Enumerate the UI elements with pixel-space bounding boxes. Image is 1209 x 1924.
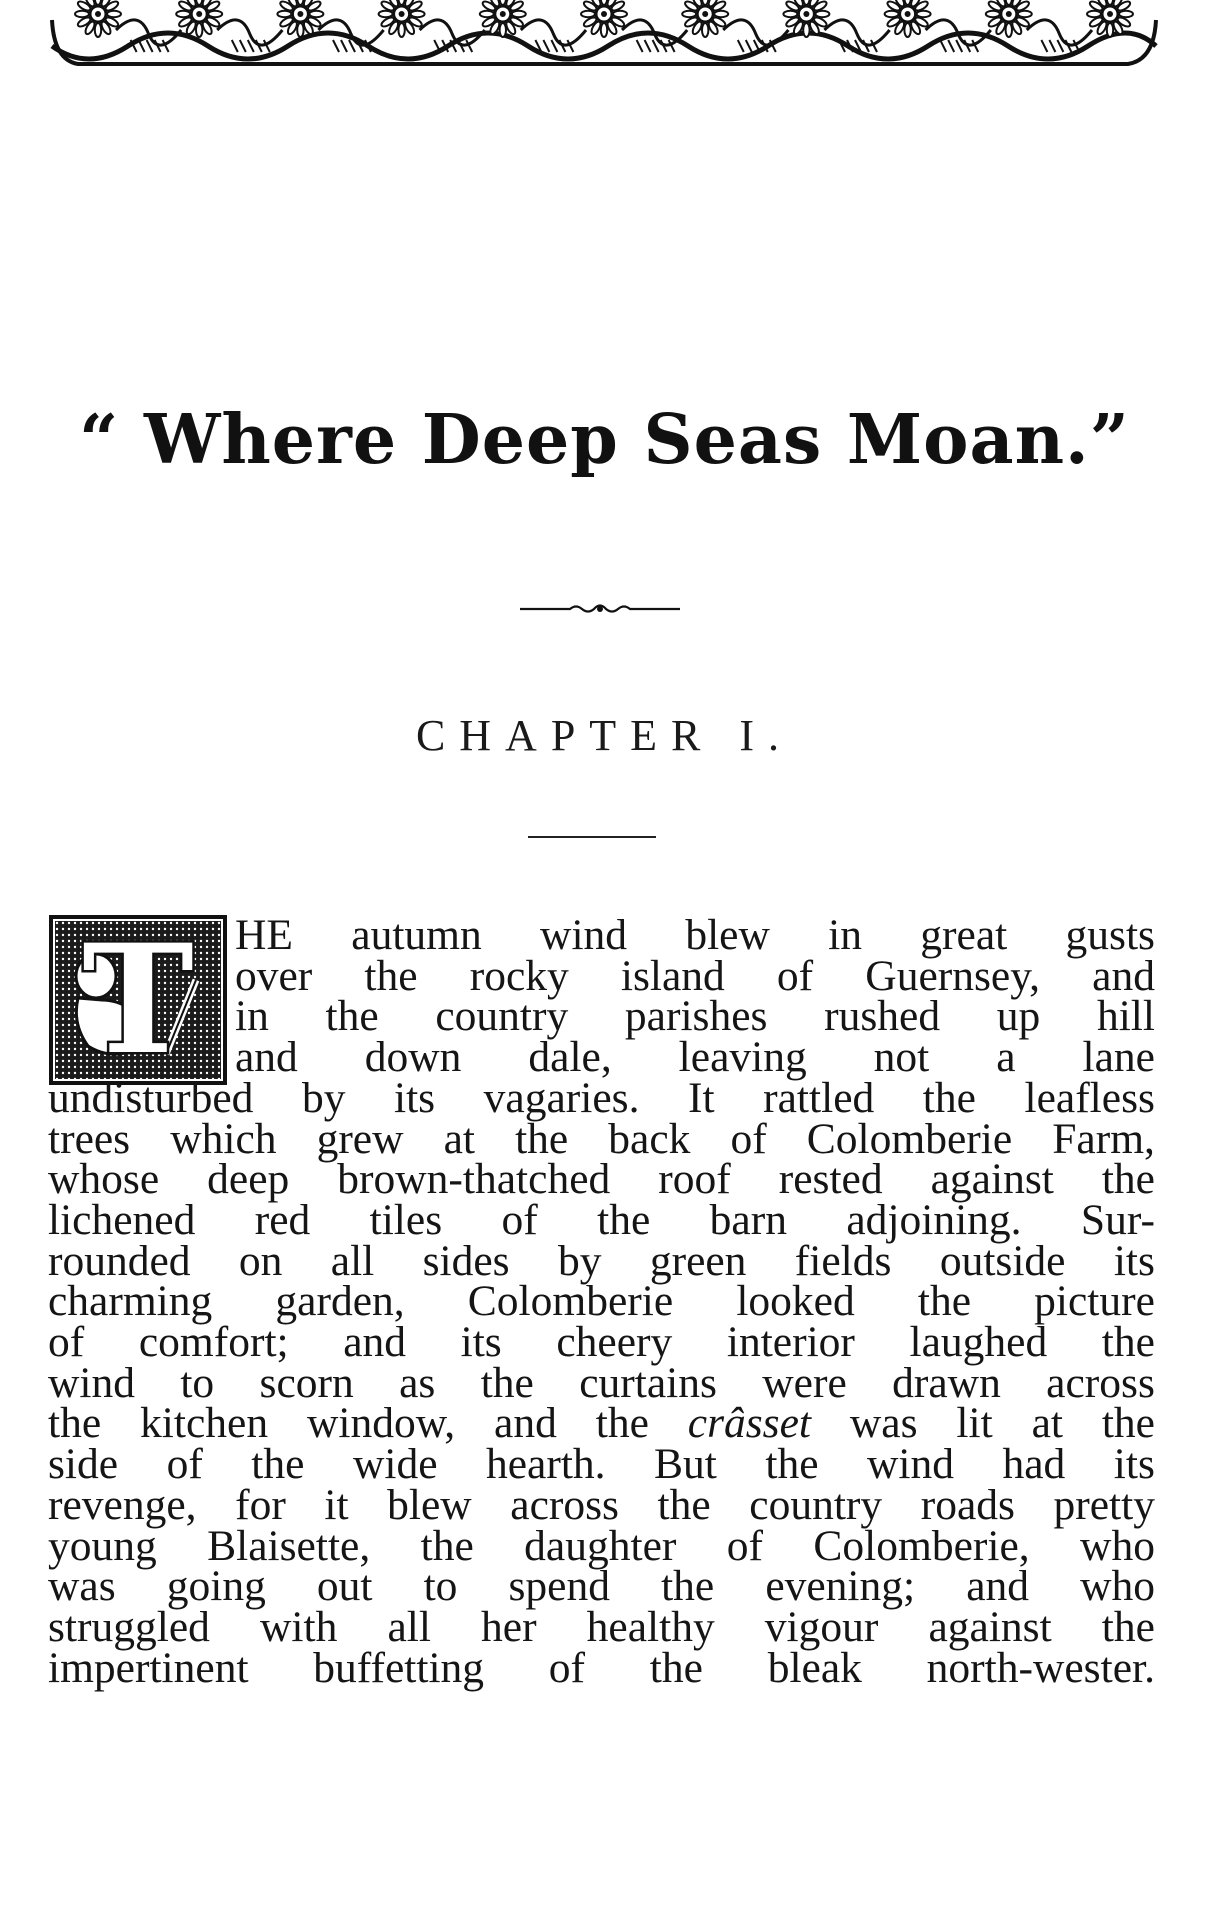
chapter-heading: CHAPTER I. bbox=[415, 711, 794, 760]
flourish-ornament bbox=[518, 600, 682, 618]
body-line: in the country parishes rushed up hill bbox=[235, 992, 1155, 1041]
ornamental-header-band bbox=[48, 0, 1160, 70]
chapter-rule bbox=[528, 836, 656, 838]
body-line: trees which grew at the back of Colomberie Farm, bbox=[48, 1114, 1155, 1163]
body-line: rounded on all sides by green fields outside its bbox=[48, 1236, 1155, 1285]
body-line: HE autumn wind blew in great gusts bbox=[235, 911, 1155, 959]
body-line: over the rocky island of Guernsey, and bbox=[235, 951, 1155, 1000]
body-line: wind to scorn as the curtains were drawn across bbox=[48, 1358, 1155, 1407]
body-line: charming garden, Colomberie looked the picture bbox=[48, 1277, 1155, 1326]
drop-cap-letter: T bbox=[82, 912, 194, 1088]
body-line: undisturbed by its vagaries. It rattled the leafless bbox=[48, 1073, 1155, 1122]
drop-cap-initial bbox=[48, 914, 228, 1086]
body-line: lichened red tiles of the barn adjoining. Sur- bbox=[48, 1195, 1155, 1244]
body-line: struggled with all her healthy vigour against the bbox=[48, 1602, 1155, 1651]
body-line: was going out to spend the evening; and who bbox=[48, 1562, 1155, 1611]
page-title: “ Where Deep Seas Moan.” bbox=[79, 400, 1130, 480]
body-line: young Blaisette, the daughter of Colomberie, who bbox=[48, 1521, 1155, 1570]
body-line: of comfort; and its cheery interior laughed the bbox=[48, 1318, 1155, 1366]
body-line: and down dale, leaving not a lane bbox=[235, 1033, 1155, 1082]
body-line: revenge, for it blew across the country roads pretty bbox=[48, 1480, 1155, 1529]
body-line: side of the wide hearth. But the wind had its bbox=[48, 1440, 1155, 1489]
body-line: whose deep brown-thatched roof rested against the bbox=[48, 1155, 1155, 1204]
body-line: impertinent buffetting of the bleak north-wester. bbox=[48, 1643, 1155, 1692]
body-line: the kitchen window, and the crâsset was lit at the bbox=[48, 1399, 1155, 1448]
